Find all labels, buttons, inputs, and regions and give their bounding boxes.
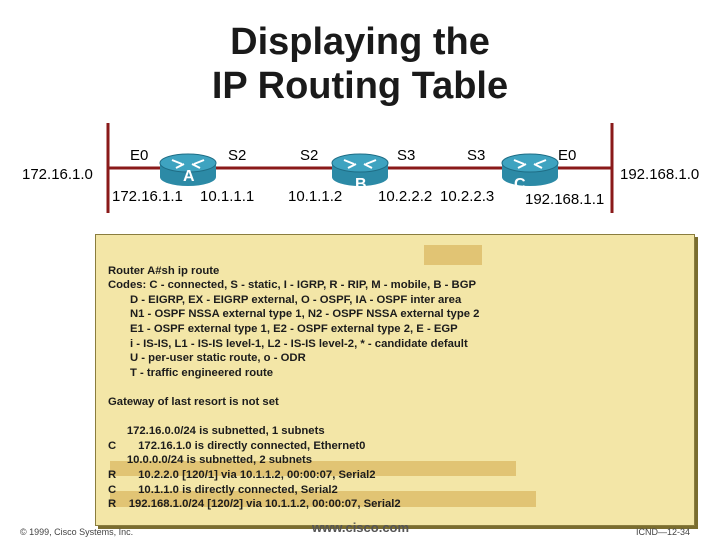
router-c-ip-right: 192.168.1.1 [525, 191, 605, 208]
terminal-line: R 10.2.2.0 [120/1] via 10.1.1.2, 00:00:07, Serial2 [108, 468, 376, 481]
router-a-if-left: E0 [130, 147, 149, 164]
router-a-name: A [183, 168, 195, 185]
router-b-if-right: S3 [397, 147, 416, 164]
terminal-line: C 10.1.1.0 is directly connected, Serial2 [108, 483, 338, 496]
router-c-if-left: S3 [467, 147, 486, 164]
terminal-line: C 172.16.1.0 is directly connected, Ethernet0 [108, 439, 366, 452]
router-a-ip-left: 172.16.1.1 [112, 188, 183, 205]
router-b-name: B [355, 176, 367, 193]
terminal-line: N1 - OSPF NSSA external type 1, N2 - OSPF NSSA external type 2 [108, 308, 480, 321]
router-c-if-right: E0 [558, 147, 577, 164]
network-topology-diagram [0, 0, 720, 230]
router-a-if-right: S2 [228, 147, 247, 164]
terminal-line: T - traffic engineered route [108, 366, 274, 379]
router-c-ip-left: 10.2.2.3 [440, 188, 495, 205]
terminal-line: Codes: C - connected, S - static, I - IGRP, R - RIP, M - mobile, B - BGP [108, 279, 477, 292]
terminal-line: Gateway of last resort is not set [108, 395, 279, 408]
terminal-line: i - IS-IS, L1 - IS-IS level-1, L2 - IS-IS level-2, * - candidate default [108, 337, 468, 350]
network-left-label: 172.16.1.0 [22, 166, 93, 183]
terminal-line: U - per-user static route, o - ODR [108, 352, 306, 365]
router-b-ip-left: 10.1.1.2 [288, 188, 343, 205]
terminal-text [108, 249, 479, 512]
terminal-line: 10.0.0.0/24 is subnetted, 2 subnets [108, 454, 313, 467]
slide-title-line2: IP Routing Table [211, 65, 509, 107]
terminal-output-panel [95, 234, 695, 526]
terminal-line: E1 - OSPF external type 1, E2 - OSPF external type 2, E - EGP [108, 322, 458, 335]
terminal-line: D - EIGRP, EX - EIGRP external, O - OSPF, IA - OSPF inter area [108, 293, 462, 306]
router-c-name: C [514, 176, 526, 193]
terminal-line: Router A#sh ip route [108, 264, 220, 277]
router-a-ip-right: 10.1.1.1 [200, 188, 255, 205]
footer-copyright: © 1999, Cisco Systems, Inc. [20, 527, 134, 537]
router-b-ip-right: 10.2.2.2 [378, 188, 433, 205]
slide-title-line1: Displaying the [230, 21, 490, 63]
footer-slide-number: ICND—12-34 [636, 527, 691, 537]
router-c-icon [502, 154, 558, 186]
network-right-label: 192.168.1.0 [620, 166, 700, 183]
terminal-line: 172.16.0.0/24 is subnetted, 1 subnets [108, 425, 325, 438]
footer-url: www.cisco.com [312, 520, 410, 535]
terminal-line: R 192.168.1.0/24 [120/2] via 10.1.1.2, 00:00:07, Serial2 [108, 498, 401, 511]
router-b-if-left: S2 [300, 147, 319, 164]
